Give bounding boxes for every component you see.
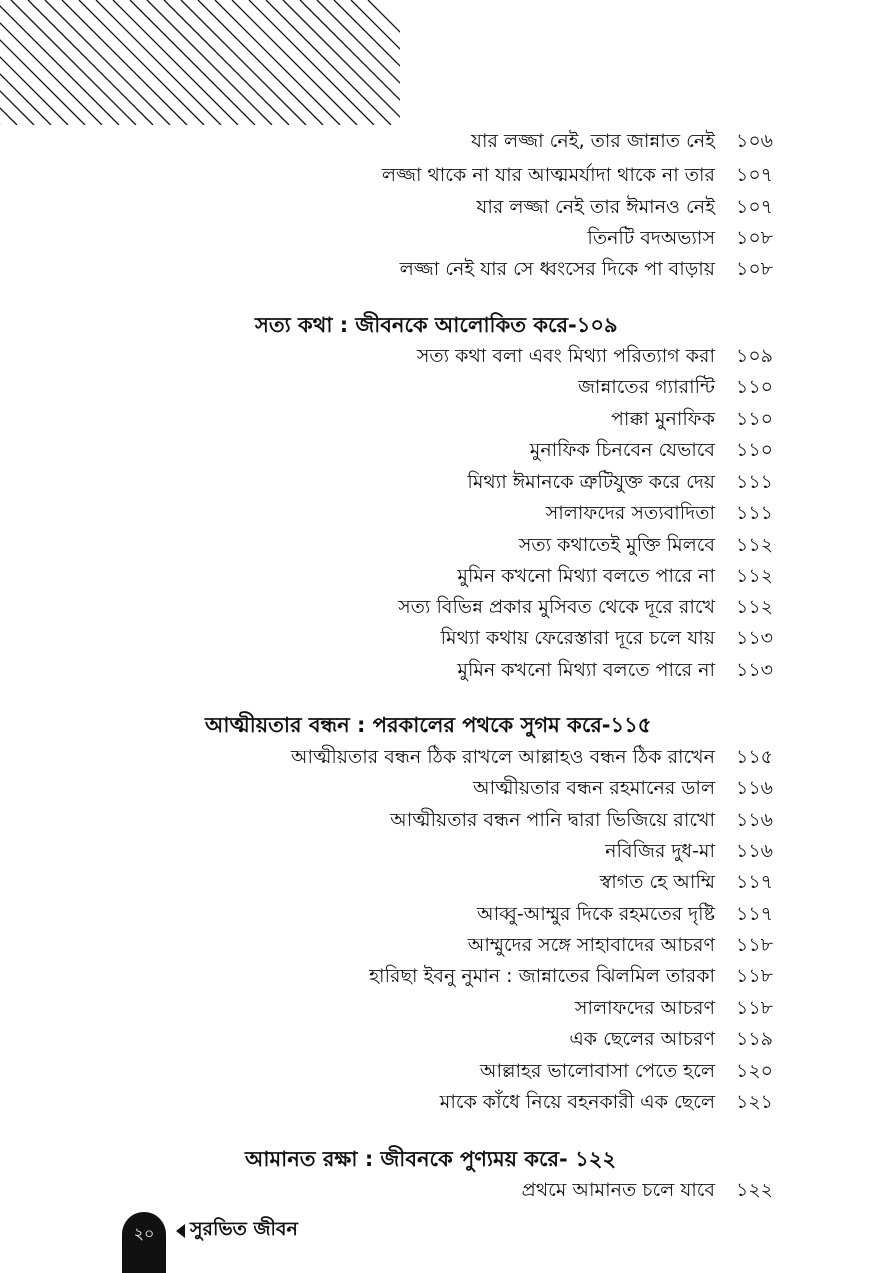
toc-entry-title: মিথ্যা ঈমানকে ত্রুটিযুক্ত করে দেয় (467, 471, 715, 493)
hatch-line (0, 0, 51, 125)
hatch-line (0, 0, 119, 125)
toc-entry-title: লজ্জা নেই যার সে ধ্বংসের দিকে পা বাড়ায় (399, 258, 715, 280)
toc-entry-page: ১১০ (736, 376, 774, 398)
toc-entry-title: যার লজ্জা নেই, তার জান্নাত নেই (471, 130, 715, 152)
toc-entry-title: যার লজ্জা নেই তার ঈমানও নেই (476, 196, 715, 218)
toc-entry-page: ১২২ (736, 1179, 774, 1201)
toc-entry-title: মুনাফিক চিনবেন যেভাবে (529, 439, 715, 461)
toc-entry[interactable] (0, 254, 870, 284)
section-heading[interactable]: সত্য কথা : জীবনকে আলোকিত করে-১০৯ (255, 313, 618, 337)
hatch-line (113, 0, 238, 125)
hatch-line (232, 0, 357, 125)
hatch-line (28, 0, 153, 125)
toc-entry[interactable] (0, 805, 870, 835)
toc-entry-page: ১২০ (736, 1060, 774, 1082)
toc-entry[interactable] (0, 223, 870, 253)
toc-entry-page: ১০৭ (736, 164, 774, 186)
toc-entry-page: ১০৮ (736, 258, 774, 280)
toc-entry[interactable] (0, 160, 870, 190)
toc-entry-page: ১১১ (736, 502, 773, 524)
toc-entry-page: ১১৯ (736, 1028, 773, 1050)
hatch-line (249, 0, 374, 125)
toc-entry-page: ১২১ (736, 1091, 774, 1113)
toc-entry-title: আত্মীয়তার বন্ধন ঠিক রাখলে আল্লাহও বন্ধন ঠিক রাখেন (290, 746, 715, 768)
toc-entry-page: ১১৮ (736, 997, 773, 1019)
toc-entry-title: হারিছা ইবনু নুমান : জান্নাতের ঝিলমিল তারকা (369, 965, 715, 987)
hatch-line (181, 0, 306, 125)
toc-entry-page: ১০৯ (736, 345, 774, 367)
toc-entry-title: প্রথমে আমানত চলে যাবে (521, 1179, 715, 1201)
toc-entry[interactable] (0, 498, 870, 528)
toc-entry[interactable] (0, 930, 870, 960)
hatch-line (0, 0, 68, 125)
toc-entry-title: সত্য কথা বলা এবং মিথ্যা পরিত্যাগ করা (416, 345, 715, 367)
toc-entry[interactable] (0, 592, 870, 622)
section-heading[interactable]: আমানত রক্ষা : জীবনকে পুণ্যময় করে- ১২২ (245, 1147, 617, 1171)
toc-entry-title: তিনটি বদঅভ্যাস (587, 227, 715, 249)
hatch-line (164, 0, 289, 125)
toc-entry[interactable] (0, 993, 870, 1023)
toc-entry[interactable] (0, 341, 870, 371)
toc-entry[interactable] (0, 899, 870, 929)
hatch-line (300, 0, 400, 125)
toc-entry-title: আল্লাহর ভালোবাসা পেতে হলে (479, 1060, 715, 1082)
toc-entry-title: আম্মুদের সঙ্গে সাহাবাদের আচরণ (467, 934, 715, 956)
toc-entry-title: সালাফদের সত্যবাদিতা (545, 502, 715, 524)
hatch-line (283, 0, 400, 125)
toc-entry[interactable] (0, 1087, 870, 1117)
toc-entry-title: মাকে কাঁধে নিয়ে বহনকারী এক ছেলে (439, 1091, 715, 1113)
toc-entry-title: মিথ্যা কথায় ফেরেস্তারা দূরে চলে যায় (440, 627, 715, 649)
toc-entry-page: ১১২ (736, 565, 774, 587)
toc-entry-title: স্বাগত হে আম্মি (599, 871, 715, 893)
toc-entry-page: ১১৬ (736, 840, 774, 862)
toc-entry[interactable] (0, 530, 870, 560)
toc-entry-title: সালাফদের আচরণ (574, 997, 715, 1019)
toc-entry-page: ১১৭ (736, 903, 774, 925)
running-book-title: সুরভিত জীবন (190, 1218, 298, 1240)
toc-entry[interactable] (0, 742, 870, 772)
toc-entry-page: ১১৮ (736, 965, 773, 987)
toc-entry[interactable] (0, 372, 870, 402)
triangle-left-icon (176, 1224, 185, 1238)
toc-entry-title: নবিজির দুধ-মা (605, 840, 715, 862)
toc-entry-page: ১১২ (736, 596, 774, 618)
toc-entry-title: জান্নাতের গ্যারান্টি (577, 376, 715, 398)
toc-entry-page: ১১৩ (736, 659, 774, 681)
toc-entry-title: পাক্কা মুনাফিক (611, 408, 715, 430)
toc-entry-title: সত্য বিভিন্ন প্রকার মুসিবত থেকে দূরে রাখে (398, 596, 715, 618)
toc-entry[interactable] (0, 126, 870, 156)
hatch-line (62, 0, 187, 125)
toc-entry-title: আত্মীয়তার বন্ধন রহমানের ডাল (473, 777, 715, 799)
hatch-line (147, 0, 272, 125)
toc-entry[interactable] (0, 1024, 870, 1054)
toc-entry-page: ১১১ (736, 471, 773, 493)
toc-entry[interactable] (0, 404, 870, 434)
toc-entry-title: লজ্জা থাকে না যার আত্মমর্যাদা থাকে না তার (381, 164, 715, 186)
toc-entry-title: মুমিন কখনো মিথ্যা বলতে পারে না (457, 565, 715, 587)
toc-entry-title: এক ছেলের আচরণ (569, 1028, 715, 1050)
toc-entry-page: ১১৬ (736, 777, 774, 799)
toc-entry[interactable] (0, 773, 870, 803)
page-number-badge: ২০ (122, 1212, 166, 1256)
hatch-line (96, 0, 221, 125)
toc-entry-page: ১১৫ (736, 746, 773, 768)
toc-entry-page: ১১৩ (736, 627, 774, 649)
toc-entry-page: ১০৬ (736, 130, 774, 152)
toc-entry[interactable] (0, 467, 870, 497)
hatch-line (45, 0, 170, 125)
hatch-line (11, 0, 136, 125)
corner-hatch-decoration (0, 0, 400, 125)
hatch-line (130, 0, 255, 125)
toc-entry-page: ১১০ (736, 439, 774, 461)
section-heading[interactable]: আত্মীয়তার বন্ধন : পরকালের পথকে সুগম করে-১১৫ (205, 713, 652, 737)
toc-entry[interactable] (0, 961, 870, 991)
toc-entry-title: মুমিন কখনো মিথ্যা বলতে পারে না (457, 659, 715, 681)
page-footer (0, 1200, 870, 1273)
toc-entry-page: ১০৮ (736, 227, 774, 249)
toc-entry-title: আব্বু-আম্মুর দিকে রহমতের দৃষ্টি (476, 903, 715, 925)
hatch-line (79, 0, 204, 125)
toc-entry[interactable] (0, 435, 870, 465)
toc-entry[interactable] (0, 867, 870, 897)
toc-entry-page: ১১৮ (736, 934, 773, 956)
toc-entry-page: ১১৭ (736, 871, 774, 893)
hatch-line (351, 0, 400, 125)
toc-entry-page: ১১২ (736, 534, 774, 556)
toc-entry[interactable] (0, 192, 870, 222)
toc-entry-page: ১০৭ (736, 196, 774, 218)
toc-entry-page: ১১৬ (736, 809, 774, 831)
toc-entry[interactable] (0, 655, 870, 685)
hatch-line (266, 0, 391, 125)
hatch-line (215, 0, 340, 125)
toc-entry-page: ১১০ (736, 408, 774, 430)
toc-entry[interactable] (0, 561, 870, 591)
toc-entry[interactable] (0, 1056, 870, 1086)
hatch-line (198, 0, 323, 125)
toc-entry-title: সত্য কথাতেই মুক্তি মিলবে (518, 534, 715, 556)
toc-entry-title: আত্মীয়তার বন্ধন পানি দ্বারা ভিজিয়ে রাখো (390, 809, 715, 831)
toc-entry[interactable] (0, 836, 870, 866)
toc-entry[interactable] (0, 623, 870, 653)
